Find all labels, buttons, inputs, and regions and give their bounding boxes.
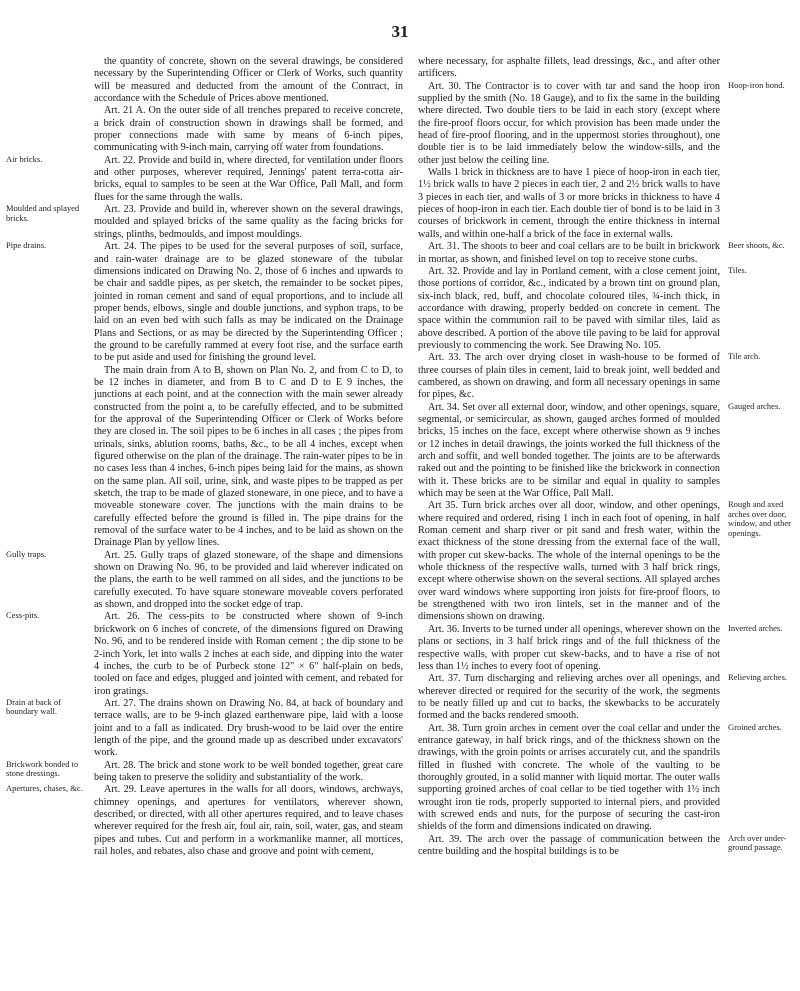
right-column — [418, 56, 791, 858]
paragraph-text: Art. 27. The drains shown on Drawing No. 84, at back of boundary and terrace walls, are to be 9-inch glazed earthenware pipe, laid with a loose joint and to a fall as indicated. Dry brush-wood to be laid over the entire length of the pipe, and the ground made up as described under excavators' work. — [94, 697, 403, 759]
page-number: 31 — [391, 22, 409, 41]
paragraph-text: Art. 24. The pipes to be used for the several purposes of soil, surface, and rain-water drainage are to be glazed stoneware of the tubular dimensions indicated on Drawing No. 2, those of 6 inches and upwards to be chair and saddle pipes, as per sketch, the remainder to be socket pipes, jointed in roman cement and sand of equal proportions, and to include all proper bends, elbows, single and double junctions, and syphon traps, to be laid on an even bed with such falls as may be indicated on the Drainage Plans and Sections, or as may be directed by the Superintending Officer ; the ground to be carefully rammed at every foot rise, and the surface earth to be put aside and used for finishing the ground level. — [94, 241, 403, 364]
paragraph — [6, 610, 403, 697]
side-note: Air bricks. — [6, 153, 43, 164]
side-note: Moulded and splayed bricks. — [6, 203, 80, 223]
side-note: Apertures, chases, &c. — [6, 783, 83, 794]
paragraph — [6, 548, 403, 612]
paragraph-text: Art. 36. Inverts to be turned under all openings, wherever shown on the plans or sections, in 3 half brick rings and of the full thickness of the respective walls, with proper cut skew-backs, and to have a rise of not less than 1½ inches to every foot of opening. — [418, 623, 720, 672]
paragraph-text: where necessary, for asphalte fillets, lead dressings, &c., and after other artificers. — [418, 56, 720, 80]
side-note: Inverted arches. — [728, 622, 783, 633]
paragraph-text: Art 35. Turn brick arches over all door, window, and other openings, where required and ordered, rising 1 inch in each foot of opening, in half Roman cement and sharp river or pit sand and fresh water, within the exact thickness of the stone dressing from the external face of the wall, with proper cut skew-backs. The whole of the internal openings to be the whole thickness of the respective walls, turned with 3 half brick rings, except where otherwise shown on the several sections. All splayed arches over ward windows where supporting iron joists for fire-proof floors, to be strengthened with two iron lintels, set in the manner and of the dimensions shown on drawing. — [418, 500, 720, 623]
left-column — [6, 56, 403, 858]
paragraph-text: Art. 29. Leave apertures in the walls for all doors, windows, archways, chimney openings, and apertures for ventilators, wherever shown, described, or directed, with all other apertures required, and to leave chases wherever required for the fresh air, foul air, rain, soil, water, gas, and steam pipes and tubes. Cut and perform in a workmanlike manner, all mortices, rail holes, and rebates, also chase and groove and point with cement, — [94, 784, 403, 857]
paragraph — [94, 365, 403, 550]
paragraph — [418, 400, 781, 501]
side-note: Groined arches. — [728, 721, 782, 732]
paragraph — [6, 783, 403, 858]
side-note: Drain at back of boundary wall. — [6, 696, 61, 717]
side-note: Brickwork bonded to stone dressings. — [6, 758, 79, 779]
paragraph-text: Art. 22. Provide and build in, where directed, for ventilation under floors and other purposes, wherever required, Jennings' patent terra-cotta air-bricks, equal to samples to be seen at the War Office, Pall Mall, and form flues for the same through the walls. — [94, 154, 403, 203]
paragraph — [418, 56, 720, 81]
paragraph — [6, 153, 403, 204]
paragraph-text: Art. 26. The cess-pits to be constructed where shown of 9-inch brickwork on 6 inches of concrete, of the dimensions figured on Drawing No. 96, and to be rendered inside with Roman cement ; the dip stone to be 2-inch York, let into walls 2 inches at each side, and dipping into the water 4 inches, the curb to be of Purbeck stone 12" × 6" half-plain on beds, tooled on face and edges, plugged and jointed with cement, and rebated for iron gratings. — [94, 611, 403, 697]
paragraph — [418, 240, 785, 266]
paragraph-text: Art. 23. Provide and build in, wherever shown on the several drawings, moulded and splayed bricks of the same quality as the facing bricks for strings, plinths, bedmoulds, and impost mouldings. — [94, 204, 403, 240]
paragraph-text: Art. 39. The arch over the passage of communication between the centre building and the hospital buildings is to be — [418, 833, 720, 857]
side-note: Gully traps. — [6, 548, 47, 559]
paragraph — [418, 351, 761, 401]
paragraph-text: Art. 32. Provide and lay in Portland cement, with a close cement joint, those portions of corridor, &c., indicated by a brown tint on ground plan, six-inch black, red, buff, and chocolate coloured tiles, ¾-inch thick, in accordance with drawing, properly bedded on concrete in cement. The space within the communion rail to be paved with similar tiles, laid as above described. A portion of the above tile paving to be laid for approval previously to commencing the work. See Drawing No. 105. — [418, 265, 720, 351]
paragraph — [418, 622, 783, 673]
paragraph — [94, 56, 403, 105]
paragraph — [418, 167, 720, 241]
paragraph — [6, 696, 403, 760]
paragraph-text: Art. 38. Turn groin arches in cement over the coal cellar and under the entrance gateway, in half brick rings, and of the thickness shown on the drawings, with the groin points or arrises accurately cut, and the spandrils filled in flushed with concrete. The whole of the vaulting to be thoroughly grouted, in a solid manner with liquid mortar. The outer walls supporting groined arches of coal cellar to be tied together with 1½ inch wrought iron tie rods, properly supported to internal piers, and provided with screwed ends and nuts, for the purpose of securing the cast-iron shields of the form and dimensions indicated on drawing. — [418, 722, 720, 833]
side-note: Tile arch. — [728, 351, 761, 362]
paragraph-text: Art. 21 A. On the outer side of all trenches prepared to receive concrete, a brick drain of construction shown in drawings shall be formed, and proper connections made with same by means of 6-inch pipes, communicating with 9-inch main, carrying off water from foundations. — [94, 105, 403, 154]
paragraph — [418, 832, 787, 859]
paragraph — [418, 721, 782, 834]
paragraph — [418, 79, 785, 167]
paragraph-text: Art. 34. Set over all external door, window, and other openings, square, segmental, or semicircular, as shown, gauged arches formed of moulded bricks, 15 inches on the face, except where otherwise shown as 9 inches or 12 inches in detail drawings, the joints worked the full thickness of the arch and soffit, and well bonded together. The joints are to be afterwards raked out and the pointing to be finished like the brickwork in connection with it. These bricks are to be similar and equal in quality to samples which may be seen at the War Office, Pall Mall. — [418, 401, 720, 500]
paragraph-text: Art. 28. The brick and stone work to be well bonded together, great care being taken to preserve the solidity and substantiality of the work. — [94, 759, 403, 783]
side-note: Cess-pits. — [6, 610, 40, 621]
side-note: Gauged arches. — [728, 400, 781, 411]
side-note: Relieving arches. — [728, 672, 788, 683]
paragraph — [94, 105, 403, 154]
paragraph — [6, 758, 403, 785]
paragraph-text: Art. 37. Turn discharging and relieving arches over all openings, and wherever directed or required for the security of the work, the segments to be neatly filled up and cut to backs, the skewbacks to be accurately formed and the backs rendered smooth. — [418, 673, 720, 722]
paragraph-text: Art. 25. Gully traps of glazed stoneware, of the shape and dimensions shown on Drawing No. 96, to be provided and laid wherever indicated on the plans, the earth to be well rammed on all sides, and the junctions to be carefully executed. To have square stoneware moveable covers perforated as shown, and dropped into the socket edge of trap. — [94, 549, 403, 611]
side-note: Hoop-iron bond. — [728, 79, 785, 90]
paragraph-text: Walls 1 brick in thickness are to have 1 piece of hoop-iron in each tier, 1½ brick walls to have 2 pieces in each tier, 2 and 2½ brick walls to have 3 pieces in each tier, and walls of 3 or more bricks in thickness to have 4 pieces of hoop-iron in each tier. Each double tier of bond is to be laid in 3 courses of brickwork in cement, through the entire thickness in internal walls, and within one-half a brick of the face in external walls. — [418, 167, 720, 240]
paragraph-text: The main drain from A to B, shown on Plan No. 2, and from C to D, to be 12 inches in diameter, and from B to C and D to E 9 inches, the junctions at each point, and at the connection with the main sewer already constructed from the point a, to be carefully effected, and to be submitted for the approval of the Superintending Officer or Clerk of Works before they are closed in. The soil pipes to be 6 inches in all cases ; the pipes from urinals, sinks, ablution rooms, baths, &c., to be all 4 inches, except when figured otherwise on the plan of the drainage. The rain-water pipes to be in no cases less than 4 inches, 6-inch pipes being laid for the mains, as shown on the same plan. All soil, urine, sink, and waste pipes to be trapped as per sketch, the trap to be made of glazed stoneware, in one piece, and to have a moveable stoneware cover. The junctions with the main drains to be carefully effected before the ground is filled in. The pipe drains for the removal of the surface water to be 4 inches, and to be laid as shown on the Drainage Plan by yellow lines. — [94, 364, 403, 549]
paragraph — [6, 203, 403, 241]
side-note: Beer shoots, &c. — [728, 240, 785, 251]
paragraph — [418, 499, 791, 623]
paragraph — [418, 264, 747, 352]
paragraph — [6, 240, 403, 364]
side-note: Rough and axed arches over door, window, and other openings. — [728, 499, 791, 538]
side-note: Pipe drains. — [6, 240, 47, 251]
paragraph-text: Art. 30. The Contractor is to cover with tar and sand the hoop iron supplied by the smith (No. 18 Gauge), and to fix the same in the building where directed. Two double tiers to be laid in each story (except where the fire-proof floors occur, for which provision has been made under the head of fire-proof flooring, and in the uppermost stories throughout), one double tier is to be laid immediately below the window-sills, and the other just below the ceiling line. — [418, 80, 720, 166]
paragraph-text: Art. 33. The arch over drying closet in wash-house to be formed of three courses of plain tiles in cement, laid to break joint, well bedded and cambered, as shown on drawing, and form all necessary openings in same for pipes, &c. — [418, 352, 720, 401]
side-note: Arch over under-ground passage. — [728, 832, 787, 853]
side-note: Tiles. — [728, 264, 747, 275]
paragraph — [418, 672, 788, 722]
paragraph-text: Art. 31. The shoots to beer and coal cellars are to be built in brickwork in mortar, as shown, and finished level on top to receive stone curbs. — [418, 241, 720, 265]
paragraph-text: the quantity of concrete, shown on the several drawings, be considered necessary by the Superintending Officer or Clerk of Works, such quantity will be measured and deducted from the amount of the Contract, in accordance with the Schedule of Prices above mentioned. — [94, 56, 403, 105]
